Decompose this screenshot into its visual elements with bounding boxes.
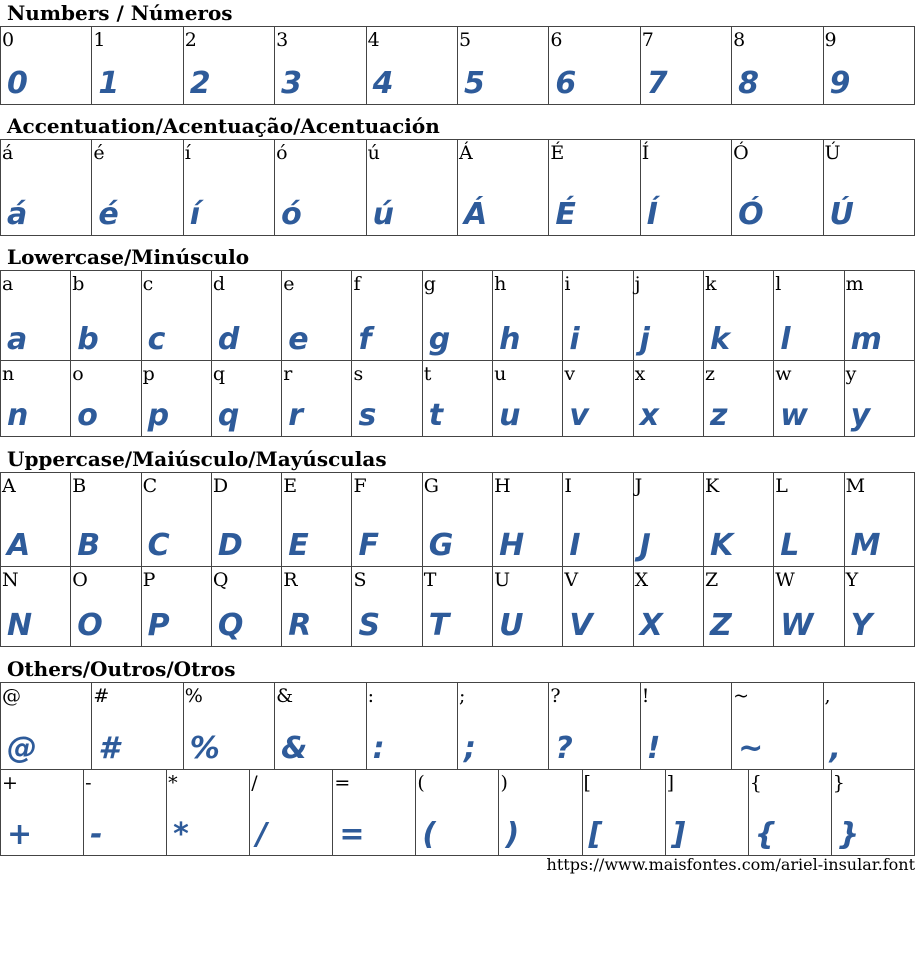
glyph-cell	[703, 271, 773, 361]
glyph-label: (	[417, 772, 425, 794]
glyph-sample: 5	[463, 66, 485, 101]
glyph-sample: l	[780, 322, 791, 357]
glyph-sample: =	[339, 817, 365, 852]
glyph-sample: 0	[7, 66, 28, 101]
glyph-sample: ó	[281, 197, 302, 232]
glyph-cell	[774, 361, 844, 437]
glyph-label: P	[142, 569, 156, 591]
glyph-label: O	[72, 569, 88, 591]
glyph-cell	[844, 271, 914, 361]
glyph-cell	[92, 27, 183, 105]
glyph-label: k	[704, 273, 717, 295]
glyph-label: e	[283, 273, 295, 295]
glyph-sample: d	[217, 322, 240, 357]
glyph-sample: u	[499, 398, 521, 433]
glyph-label: E	[283, 475, 298, 497]
glyph-cell	[640, 140, 731, 236]
accents-table	[0, 139, 915, 236]
glyph-label: M	[845, 475, 866, 497]
glyph-sample: :	[372, 731, 385, 766]
glyph-sample: C	[147, 528, 170, 563]
glyph-label: É	[550, 142, 565, 164]
glyph-cell	[71, 361, 141, 437]
glyph-label: Í	[641, 142, 650, 164]
glyph-sample: @	[7, 731, 37, 766]
glyph-sample: O	[77, 608, 103, 643]
glyph-cell	[92, 140, 183, 236]
glyph-sample: *	[173, 817, 189, 852]
glyph-cell	[563, 567, 633, 647]
glyph-sample: F	[358, 528, 379, 563]
glyph-cell	[422, 567, 492, 647]
glyph-label: é	[93, 142, 105, 164]
glyph-sample: ;	[463, 731, 476, 766]
glyph-label: p	[142, 363, 155, 385]
glyph-sample: ú	[372, 197, 394, 232]
glyph-sample: J	[639, 528, 651, 563]
glyph-label: X	[634, 569, 649, 591]
glyph-cell	[422, 473, 492, 567]
glyph-sample: !	[646, 731, 661, 766]
glyph-label: F	[353, 475, 367, 497]
glyph-label: #	[93, 685, 110, 707]
glyph-cell	[1, 567, 71, 647]
glyph-label: h	[494, 273, 507, 295]
glyph-label: L	[775, 475, 788, 497]
glyph-sample: V	[569, 608, 593, 643]
glyph-cell	[1, 473, 71, 567]
glyph-label: 0	[2, 29, 15, 51]
glyph-label: )	[500, 772, 508, 794]
glyph-cell	[1, 27, 92, 105]
glyph-cell	[84, 770, 167, 856]
glyph-label: {	[749, 772, 762, 794]
glyph-cell	[823, 683, 914, 770]
glyph-label: }	[832, 772, 845, 794]
glyph-label: D	[212, 475, 229, 497]
glyph-sample: A	[7, 528, 31, 563]
glyph-cell	[1, 140, 92, 236]
glyph-sample: y	[850, 398, 871, 433]
glyph-cell	[282, 567, 352, 647]
glyph-cell	[633, 361, 703, 437]
glyph-label: B	[72, 475, 87, 497]
glyph-cell	[1, 770, 84, 856]
glyph-label: 5	[458, 29, 472, 51]
glyph-sample: f	[358, 322, 372, 357]
glyph-sample: i	[569, 322, 580, 357]
glyph-cell	[183, 140, 274, 236]
glyph-sample: X	[639, 608, 663, 643]
glyph-sample: }	[837, 817, 860, 852]
glyph-label: z	[704, 363, 715, 385]
glyph-label: 3	[276, 29, 289, 51]
glyph-sample: b	[77, 322, 99, 357]
glyph-label: 2	[184, 29, 197, 51]
glyph-label: 8	[733, 29, 746, 51]
glyph-cell	[211, 473, 281, 567]
glyph-cell	[1, 271, 71, 361]
glyph-cell	[1, 361, 71, 437]
glyph-cell	[703, 361, 773, 437]
glyph-cell	[831, 770, 914, 856]
glyph-cell	[457, 27, 548, 105]
glyph-label: Á	[458, 142, 473, 164]
glyph-label: U	[494, 569, 511, 591]
glyph-sample: g	[428, 322, 451, 357]
glyph-cell	[366, 683, 457, 770]
glyph-cell	[275, 27, 366, 105]
glyph-label: I	[564, 475, 572, 497]
glyph-cell	[211, 567, 281, 647]
glyph-cell	[633, 473, 703, 567]
glyph-label: d	[212, 273, 226, 295]
glyph-label: @	[2, 685, 21, 707]
glyph-cell	[774, 271, 844, 361]
glyph-cell	[844, 567, 914, 647]
glyph-sample: /	[256, 817, 268, 852]
glyph-sample: W	[780, 608, 814, 643]
section-title-others: Others/Outros/Otros	[7, 657, 236, 681]
glyph-cell	[275, 683, 366, 770]
glyph-sample: E	[288, 528, 309, 563]
glyph-sample: e	[288, 322, 309, 357]
glyph-label: 4	[367, 29, 380, 51]
glyph-label: 7	[641, 29, 654, 51]
glyph-label: G	[423, 475, 439, 497]
glyph-label: i	[564, 273, 571, 295]
glyph-label: v	[564, 363, 576, 385]
glyph-label: Ú	[824, 142, 841, 164]
glyph-cell	[457, 140, 548, 236]
glyph-label: 1	[93, 29, 106, 51]
glyph-cell	[703, 567, 773, 647]
glyph-label: Ó	[733, 142, 749, 164]
glyph-sample: 7	[646, 66, 668, 101]
numbers-table	[0, 26, 915, 105]
glyph-cell	[582, 770, 665, 856]
glyph-sample: I	[569, 528, 581, 563]
glyph-sample: Q	[217, 608, 244, 643]
glyph-cell	[422, 361, 492, 437]
glyph-sample: z	[709, 398, 728, 433]
glyph-cell	[282, 361, 352, 437]
glyph-sample: k	[709, 322, 730, 357]
glyph-cell	[732, 683, 823, 770]
glyph-sample: a	[7, 322, 28, 357]
glyph-cell	[563, 361, 633, 437]
glyph-label: S	[353, 569, 367, 591]
glyph-label: Z	[704, 569, 719, 591]
glyph-sample: Y	[850, 608, 873, 643]
glyph-cell	[167, 770, 250, 856]
glyph-cell	[823, 27, 914, 105]
glyph-label: K	[704, 475, 720, 497]
glyph-sample: T	[428, 608, 450, 643]
glyph-sample: w	[780, 398, 808, 433]
glyph-cell	[774, 473, 844, 567]
glyph-cell	[493, 271, 563, 361]
glyph-sample: [	[588, 817, 603, 852]
glyph-sample: N	[7, 608, 33, 643]
glyph-sample: í	[189, 197, 201, 232]
glyph-cell	[732, 27, 823, 105]
glyph-label: Y	[845, 569, 859, 591]
glyph-label: m	[845, 273, 864, 295]
glyph-cell	[774, 567, 844, 647]
glyph-sample: K	[709, 528, 734, 563]
glyph-label: !	[641, 685, 650, 707]
glyph-sample: 9	[829, 66, 851, 101]
glyph-label: =	[334, 772, 351, 794]
glyph-label: C	[142, 475, 158, 497]
glyph-sample: 6	[555, 66, 577, 101]
glyph-sample: Ú	[829, 197, 854, 232]
glyph-label: c	[142, 273, 154, 295]
glyph-cell	[71, 473, 141, 567]
section-title-numbers: Numbers / Números	[7, 1, 233, 25]
glyph-label: r	[283, 363, 293, 385]
glyph-cell	[183, 27, 274, 105]
glyph-cell	[549, 27, 640, 105]
glyph-label: g	[423, 273, 436, 295]
glyph-label: /	[251, 772, 258, 794]
glyph-cell	[640, 683, 731, 770]
glyph-cell	[493, 567, 563, 647]
source-url: https://www.maisfontes.com/ariel-insular.font	[546, 855, 915, 874]
section-title-accentuation: Accentuation/Acentuação/Acentuación	[7, 114, 440, 138]
glyph-cell	[422, 271, 492, 361]
glyph-cell	[823, 140, 914, 236]
glyph-cell	[748, 770, 831, 856]
glyph-cell	[366, 140, 457, 236]
glyph-label: ,	[824, 685, 831, 707]
glyph-label: w	[775, 363, 792, 385]
glyph-sample: h	[499, 322, 521, 357]
glyph-sample: n	[7, 398, 29, 433]
glyph-sample: +	[7, 817, 33, 852]
glyph-label: %	[184, 685, 203, 707]
glyph-cell	[844, 361, 914, 437]
glyph-label: [	[583, 772, 591, 794]
glyph-cell	[141, 271, 211, 361]
glyph-cell	[141, 473, 211, 567]
glyph-sample: m	[850, 322, 882, 357]
glyph-sample: j	[639, 322, 650, 357]
glyph-cell	[549, 683, 640, 770]
glyph-sample: ?	[555, 731, 573, 766]
glyph-cell	[703, 473, 773, 567]
glyph-sample: é	[98, 197, 119, 232]
glyph-cell	[844, 473, 914, 567]
glyph-cell	[416, 770, 499, 856]
glyph-label: H	[494, 475, 511, 497]
glyph-label: N	[2, 569, 19, 591]
glyph-sample: c	[147, 322, 166, 357]
glyph-sample: R	[288, 608, 312, 643]
glyph-sample: t	[428, 398, 444, 433]
glyph-cell	[366, 27, 457, 105]
glyph-cell	[71, 567, 141, 647]
glyph-cell	[183, 683, 274, 770]
glyph-sample: U	[499, 608, 524, 643]
glyph-sample: ~	[738, 731, 764, 766]
others-table-1	[0, 682, 915, 770]
glyph-sample: P	[147, 608, 170, 643]
glyph-sample: #	[98, 731, 120, 766]
glyph-label: a	[2, 273, 14, 295]
glyph-label: T	[423, 569, 437, 591]
glyph-label: W	[775, 569, 795, 591]
glyph-label: á	[2, 142, 14, 164]
lowercase-table	[0, 270, 915, 437]
glyph-cell	[211, 361, 281, 437]
glyph-sample: 1	[98, 66, 120, 101]
glyph-label: t	[423, 363, 432, 385]
glyph-label: b	[72, 273, 85, 295]
glyph-sample: Í	[646, 197, 658, 232]
glyph-cell	[563, 271, 633, 361]
glyph-label: x	[634, 363, 646, 385]
glyph-label: u	[494, 363, 507, 385]
glyph-sample: L	[780, 528, 800, 563]
glyph-cell	[250, 770, 333, 856]
glyph-cell	[141, 361, 211, 437]
glyph-label: j	[634, 273, 641, 295]
glyph-sample: S	[358, 608, 381, 643]
glyph-label: n	[2, 363, 15, 385]
glyph-label: l	[775, 273, 782, 295]
glyph-sample: É	[555, 197, 576, 232]
glyph-label: ~	[733, 685, 750, 707]
glyph-cell	[352, 361, 422, 437]
glyph-sample: á	[7, 197, 28, 232]
glyph-sample: D	[217, 528, 243, 563]
glyph-label: Q	[212, 569, 229, 591]
glyph-cell	[282, 473, 352, 567]
glyph-label: f	[353, 273, 361, 295]
glyph-cell	[1, 683, 92, 770]
glyph-label: 9	[824, 29, 837, 51]
glyph-sample: ]	[671, 817, 686, 852]
uppercase-table	[0, 472, 915, 647]
glyph-sample: (	[422, 817, 437, 852]
glyph-cell	[493, 473, 563, 567]
glyph-label: R	[283, 569, 298, 591]
glyph-sample: p	[147, 398, 170, 433]
glyph-sample: Á	[463, 197, 488, 232]
section-title-uppercase: Uppercase/Maiúsculo/Mayúsculas	[7, 447, 387, 471]
glyph-label: s	[353, 363, 364, 385]
glyph-cell	[352, 271, 422, 361]
glyph-sample: 3	[281, 66, 303, 101]
glyph-sample: G	[428, 528, 454, 563]
glyph-label: ó	[276, 142, 288, 164]
glyph-sample: Z	[709, 608, 732, 643]
glyph-cell	[71, 271, 141, 361]
glyph-cell	[282, 271, 352, 361]
glyph-cell	[633, 271, 703, 361]
glyph-label: +	[2, 772, 18, 794]
glyph-label: ú	[367, 142, 380, 164]
glyph-cell	[457, 683, 548, 770]
glyph-label: A	[2, 475, 16, 497]
glyph-sample: M	[850, 528, 881, 563]
glyph-cell	[549, 140, 640, 236]
glyph-sample: 4	[372, 66, 394, 101]
glyph-cell	[732, 140, 823, 236]
glyph-sample: r	[288, 398, 303, 433]
glyph-cell	[665, 770, 748, 856]
glyph-sample: x	[639, 398, 660, 433]
section-title-lowercase: Lowercase/Minúsculo	[7, 245, 250, 269]
glyph-label: q	[212, 363, 226, 385]
glyph-label: -	[85, 772, 92, 794]
glyph-sample: q	[217, 398, 240, 433]
glyph-sample: B	[77, 528, 101, 563]
glyph-label: ;	[458, 685, 466, 707]
glyph-sample: v	[569, 398, 589, 433]
glyph-label: ?	[550, 685, 561, 707]
glyph-label: :	[367, 685, 374, 707]
glyph-cell	[493, 361, 563, 437]
glyph-sample: s	[358, 398, 377, 433]
glyph-label: í	[184, 142, 191, 164]
glyph-label: J	[634, 475, 643, 497]
glyph-label: y	[845, 363, 857, 385]
glyph-sample: 2	[189, 66, 211, 101]
glyph-cell	[92, 683, 183, 770]
glyph-label: &	[276, 685, 294, 707]
glyph-cell	[211, 271, 281, 361]
glyph-label: *	[168, 772, 178, 794]
glyph-sample: )	[505, 817, 520, 852]
glyph-sample: o	[77, 398, 98, 433]
glyph-cell	[352, 473, 422, 567]
glyph-cell	[352, 567, 422, 647]
glyph-label: 6	[550, 29, 563, 51]
glyph-sample: Ó	[738, 197, 764, 232]
glyph-sample: %	[189, 731, 220, 766]
glyph-label: ]	[666, 772, 675, 794]
glyph-label: o	[72, 363, 84, 385]
others-table-2	[0, 769, 915, 856]
glyph-cell	[275, 140, 366, 236]
glyph-sample: ,	[829, 731, 841, 766]
glyph-label: V	[564, 569, 579, 591]
glyph-sample: {	[754, 817, 777, 852]
glyph-sample: 8	[738, 66, 759, 101]
glyph-cell	[141, 567, 211, 647]
glyph-cell	[563, 473, 633, 567]
glyph-sample: &	[281, 731, 308, 766]
glyph-sample: -	[90, 817, 103, 852]
glyph-sample: H	[499, 528, 525, 563]
glyph-cell	[640, 27, 731, 105]
glyph-cell	[633, 567, 703, 647]
glyph-cell	[333, 770, 416, 856]
glyph-cell	[499, 770, 582, 856]
